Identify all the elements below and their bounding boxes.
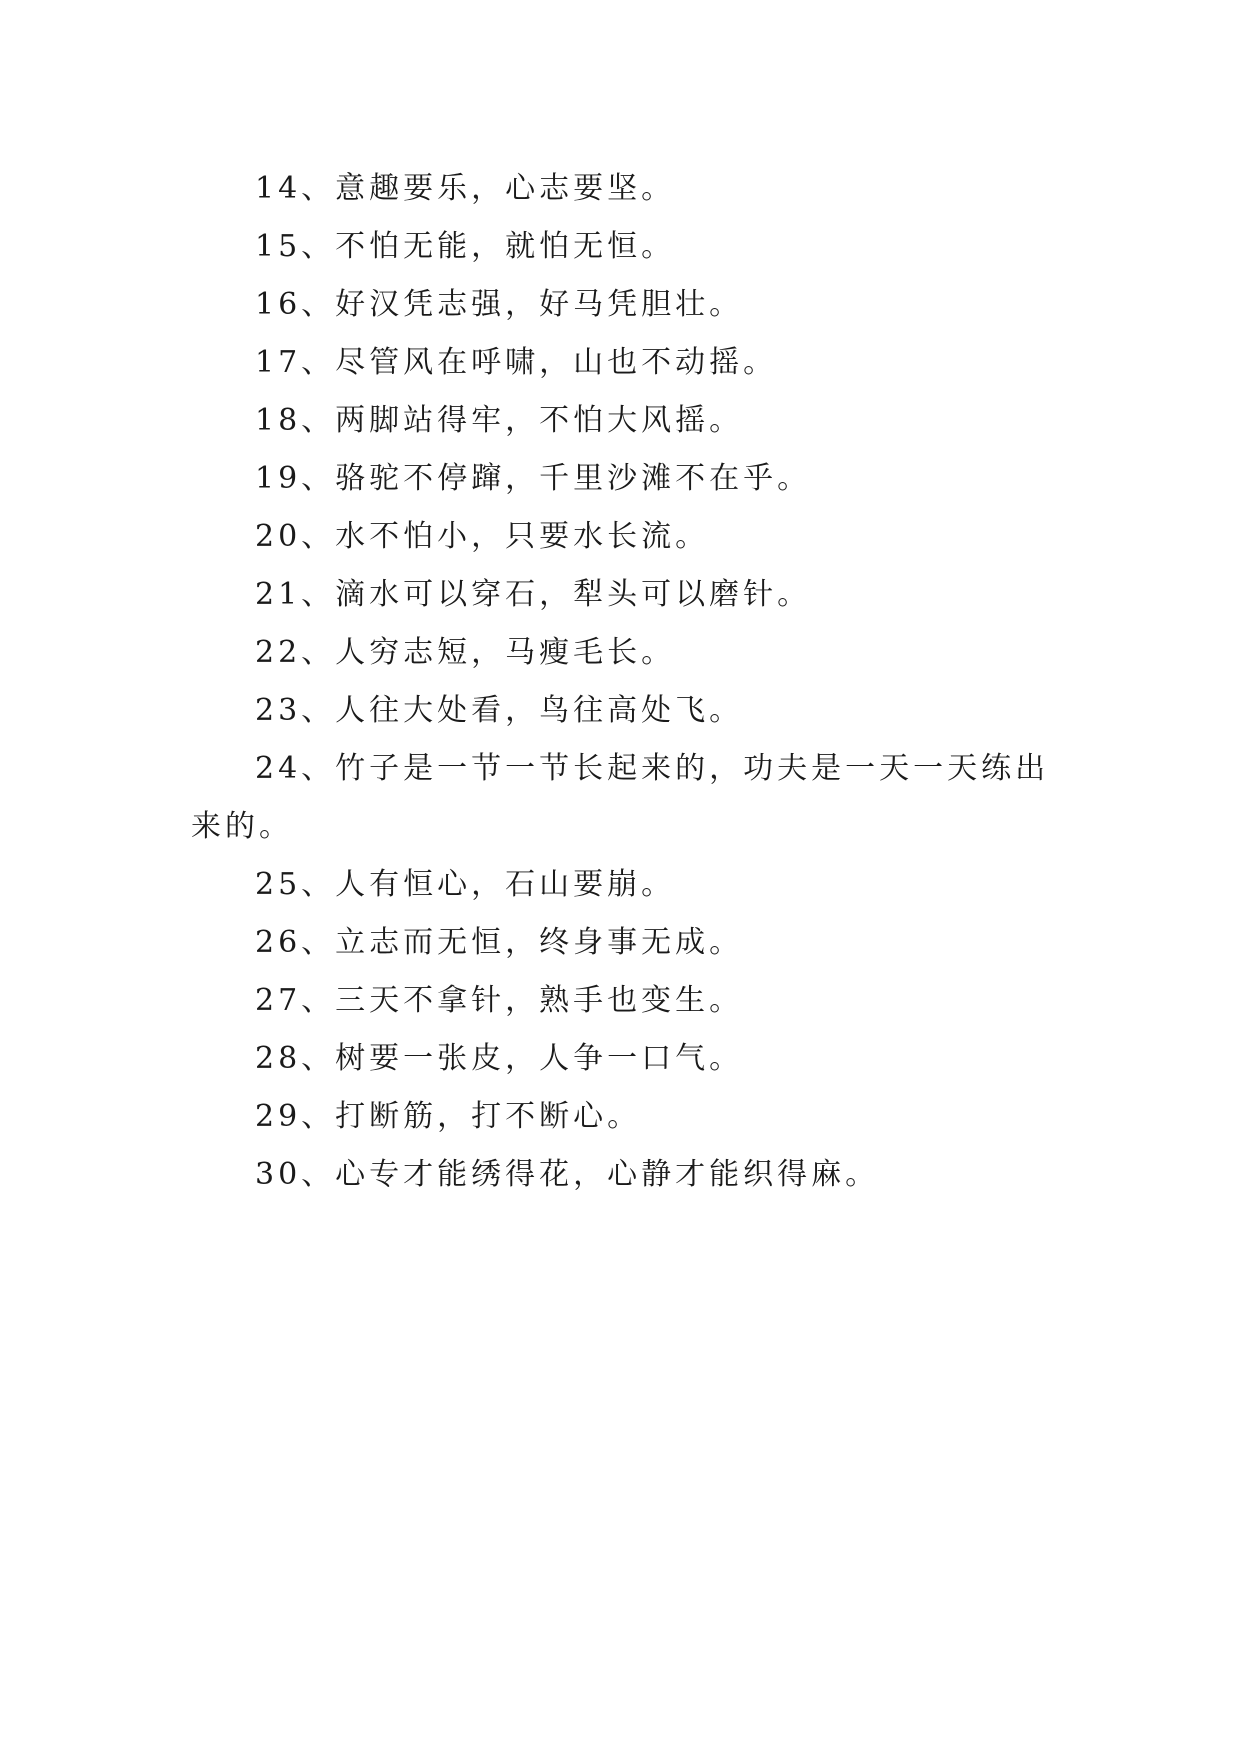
proverb-line: 19、骆驼不停蹿，千里沙滩不在乎。 bbox=[255, 461, 812, 496]
proverb-list bbox=[191, 160, 1051, 1204]
proverb-line: 29、打断筋，打不断心。 bbox=[255, 1099, 642, 1134]
proverb-line: 23、人往大处看，鸟往高处飞。 bbox=[255, 693, 744, 728]
proverb-line: 20、水不怕小，只要水长流。 bbox=[255, 519, 710, 554]
proverb-line: 14、意趣要乐，心志要坚。 bbox=[255, 171, 676, 206]
proverb-line: 26、立志而无恒，终身事无成。 bbox=[255, 925, 744, 960]
proverb-line: 28、树要一张皮，人争一口气。 bbox=[255, 1041, 744, 1076]
proverb-line: 24、竹子是一节一节长起来的，功夫是一天一天练出来的。 bbox=[191, 751, 1050, 844]
proverb-line: 18、两脚站得牢，不怕大风摇。 bbox=[255, 403, 744, 438]
proverb-line: 17、尽管风在呼啸，山也不动摇。 bbox=[255, 345, 778, 380]
proverb-line: 27、三天不拿针，熟手也变生。 bbox=[255, 983, 744, 1018]
proverb-line: 25、人有恒心，石山要崩。 bbox=[255, 867, 676, 902]
proverb-line: 16、好汉凭志强，好马凭胆壮。 bbox=[255, 287, 744, 322]
proverb-line: 30、心专才能绣得花，心静才能织得麻。 bbox=[255, 1157, 880, 1192]
proverb-line: 21、滴水可以穿石，犁头可以磨针。 bbox=[255, 577, 812, 612]
proverb-line: 15、不怕无能，就怕无恒。 bbox=[255, 229, 676, 264]
proverb-line: 22、人穷志短，马瘦毛长。 bbox=[255, 635, 676, 670]
